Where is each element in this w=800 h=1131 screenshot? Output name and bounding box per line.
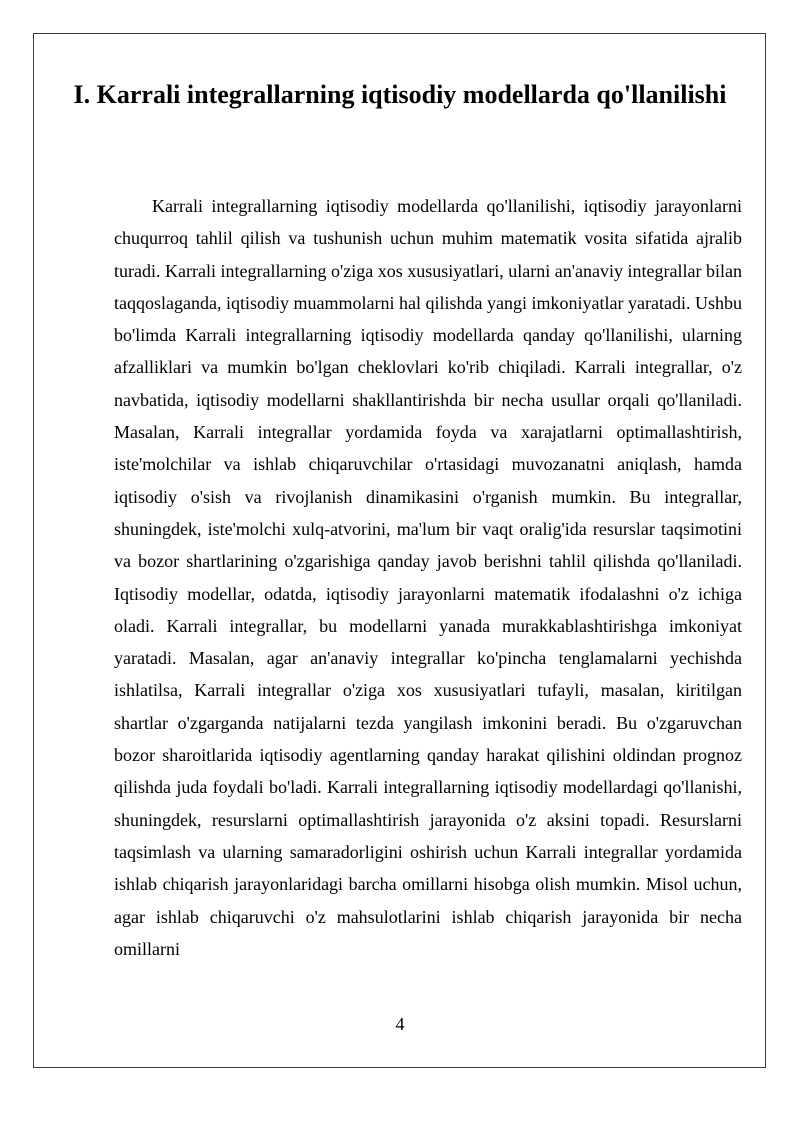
section-title: I. Karrali integrallarning iqtisodiy modellarda qo'llanilishi xyxy=(73,80,727,109)
body-paragraph: Karrali integrallarning iqtisodiy modellarda qo'llanilishi, iqtisodiy jarayonlarni chuqurroq tahlil qilish va tushunish uchun muhim matematik vosita sifatida ajralib turadi. Karrali integrallarning o'ziga xos xususiyatlari, ularni an'anaviy integrallar bilan taqqoslaganda, iqtisodiy muammolarni hal qilishda yangi imkoniyatlar yaratadi. Ushbu bo'limda Karrali integrallarning iqtisodiy modellarda qanday qo'llanilishi, ularning afzalliklari va mumkin bo'lgan cheklovlari ko'rib chiqiladi. Karrali integrallar, o'z navbatida, iqtisodiy modellarni shakllantirishda bir necha usullar orqali qo'llaniladi. Masalan, Karrali integrallar yordamida foyda va xarajatlarni optimallashtirish, iste'molchilar va ishlab chiqaruvchilar o'rtasidagi muvozanatni aniqlash, hamda iqtisodiy o'sish va rivojlanish dinamikasini o'rganish mumkin. Bu integrallar, shuningdek, iste'molchi xulq-atvorini, ma'lum bir vaqt oralig'ida resurslar taqsimotini va bozor shartlarining o'zgarishiga qanday javob berishni tahlil qilishda qo'llaniladi. Iqtisodiy modellar, odatda, iqtisodiy jarayonlarni matematik ifodalashni o'z ichiga oladi. Karrali integrallar, bu modellarni yanada murakkablashtirishga imkoniyat yaratadi. Masalan, agar an'anaviy integrallar ko'pincha tenglamalarni yechishda ishlatilsa, Karrali integrallar o'ziga xos xususiyatlari tufayli, masalan, kiritilgan shartlar o'zgarganda natijalarni tezda yangilash imkonini beradi. Bu o'zgaruvchan bozor sharoitlarida iqtisodiy agentlarning qanday harakat qilishini oldindan prognoz qilishda juda foydali bo'ladi. Karrali integrallarning iqtisodiy modellardagi qo'llanishi, shuningdek, resurslarni optimallashtirish jarayonida o'z aksini topadi. Resurslarni taqsimlash va ularning samaradorligini oshirish uchun Karrali integrallar yordamida ishlab chiqarish jarayonlaridagi barcha omillarni hisobga olish mumkin. Misol uchun, agar ishlab chiqaruvchi o'z mahsulotlarini ishlab chiqarish jarayonida bir necha omillarni xyxy=(114,196,742,959)
page-number: 4 xyxy=(395,1014,405,1034)
